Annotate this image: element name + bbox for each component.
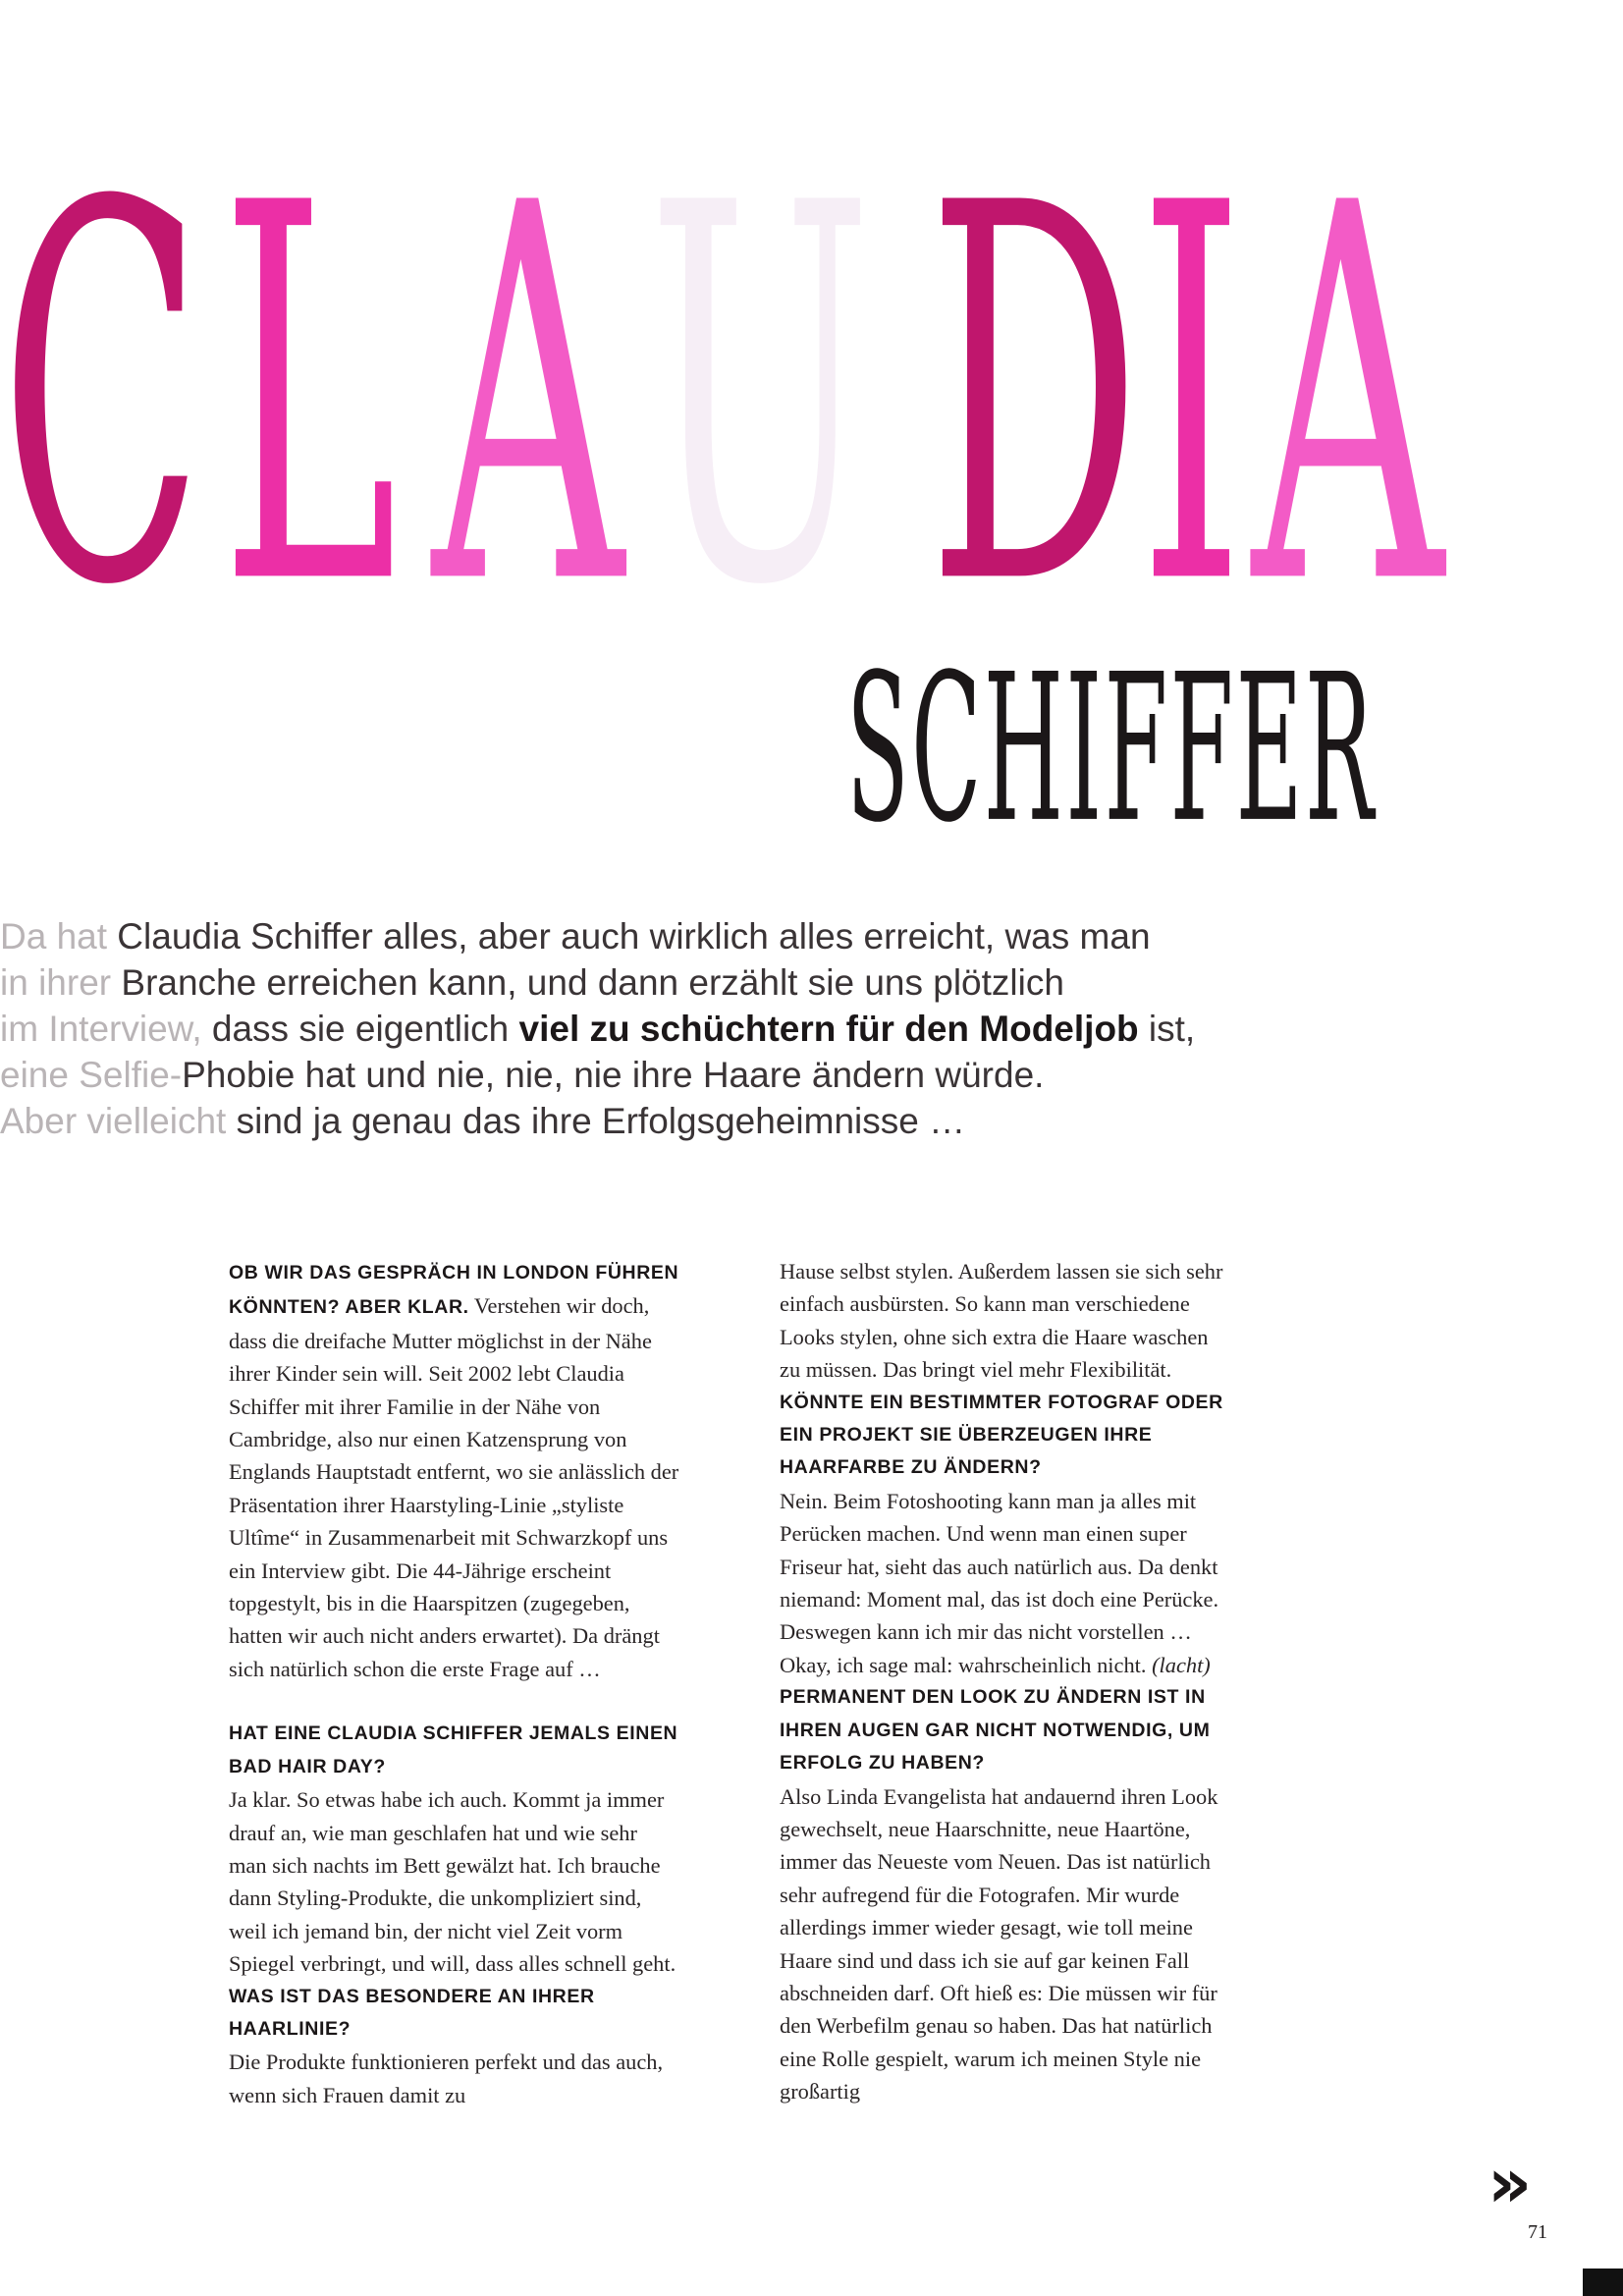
intro-text: ist,	[1138, 1009, 1196, 1049]
title-letter-i: I	[1139, 94, 1244, 699]
paragraph-gap	[229, 1685, 680, 1718]
title-letter-u: U	[648, 94, 873, 699]
intro-line	[0, 1052, 1276, 1098]
corner-marker	[1583, 2269, 1623, 2296]
intro-fade-text: Da hat	[0, 916, 108, 957]
article-paragraph	[229, 1255, 680, 1685]
answer-aside: (lacht)	[1152, 1652, 1211, 1677]
intro-paragraph	[0, 913, 1276, 1144]
continue-arrow-icon[interactable]: »	[1488, 2143, 1533, 2223]
intro-fade-text: Aber vielleicht	[0, 1101, 227, 1141]
intro-highlight: viel zu schüchtern für den Modeljob	[518, 1009, 1139, 1049]
page-number: 71	[1528, 2221, 1547, 2243]
interview-answer: Ja klar. So etwas habe ich auch. Kommt ja immer drauf an, wie man geschlafen hat und wie sehr man sich nachts im Bett gewälzt hat. Ich brauche dann Styling-Produkte, die unkompliziert sind, weil ich jemand bin, der nicht viel Zeit vorm Spiegel verbringt, und will, dass alles schnell geht.	[229, 1787, 676, 1977]
interview-question: OB WIR DAS GESPRÄCH IN LONDON FÜHREN KÖNNTEN? ABER KLAR.	[229, 1262, 679, 1319]
intro-text: Branche erreichen kann, und dann erzählt sie uns plötzlich	[111, 962, 1064, 1003]
intro-text: Phobie hat und nie, nie, nie ihre Haare ändern würde.	[182, 1055, 1045, 1095]
intro-text: Claudia Schiffer alles, aber auch wirklich alles erreicht, was man	[107, 916, 1151, 957]
intro-line	[0, 913, 1276, 959]
interview-answer: Die Produkte funktionieren perfekt und das auch, wenn sich Frauen damit zu	[229, 2050, 664, 2107]
intro-fade-text: im Interview,	[0, 1009, 202, 1049]
interview-answer	[780, 1485, 1231, 1681]
intro-text: dass sie eigentlich	[201, 1009, 519, 1049]
title-letter-d: D	[928, 94, 1141, 699]
intro-line	[0, 1098, 1276, 1144]
title-letter-c: C	[0, 94, 204, 699]
title-last-name: SCHIFFER	[846, 631, 1377, 868]
article-text: Verstehen wir doch, dass die dreifache Mutter möglichst in der Nähe ihrer Kinder sein will. Seit 2002 lebt Claudia Schiffer mit ihrer Familie in der Nähe von Cambridge, also nur einen Katzensprung von Englands Hauptstadt entfernt, wo sie anlässlich der Präsentation ihrer Haarstyling-Linie „styliste Ultîme“ in Zusammenarbeit mit Schwarzkopf uns ein Interview gibt. Die 44-Jährige erscheint topgestylt, bis in die Haarspitzen (zugegeben, hatten wir auch nicht anders erwartet). Da drängt sich natürlich schon die erste Frage auf …	[229, 1293, 679, 1681]
interview-question: KÖNNTE EIN BESTIMMTER FOTOGRAF ODER EIN PROJEKT SIE ÜBERZEUGEN IHRE HAARFARBE ZU ÄNDERN?	[780, 1391, 1223, 1479]
intro-fade-text: in ihrer	[0, 962, 112, 1003]
intro-line	[0, 959, 1276, 1006]
article-column-1	[229, 1255, 680, 2111]
title-letter-a-2: A	[1252, 94, 1444, 699]
intro-fade-text: eine Selfie-	[0, 1055, 183, 1095]
intro-text: sind ja genau das ihre Erfolgsgeheimnisse …	[226, 1101, 966, 1141]
title-first-name	[0, 94, 1532, 699]
answer-text: Nein. Beim Fotoshooting kann man ja alles mit Perücken machen. Und wenn man einen super Friseur hat, sieht das auch natürlich aus. Da denkt niemand: Moment mal, das ist doch eine Perücke. Deswegen kann ich mir das nicht vorstellen … Okay, ich sage mal: wahrscheinlich nicht.	[780, 1488, 1219, 1677]
interview-question: HAT EINE CLAUDIA SCHIFFER JEMALS EINEN BAD HAIR DAY?	[229, 1722, 678, 1777]
interview-answer: Also Linda Evangelista hat andauernd ihren Look gewechselt, neue Haarschnitte, neue Haartöne, immer das Neueste vom Neuen. Das ist natürlich sehr aufregend für die Fotografen. Mir wurde allerdings immer wieder gesagt, wie toll meine Haare sind und dass ich sie auf gar keinen Fall abschneiden darf. Oft hieß es: Die müssen wir für den Werbefilm genau so haben. Das hat natürlich eine Rolle gespielt, warum ich meinen Style nie großartig	[780, 1783, 1218, 2105]
title-letter-a: A	[432, 94, 624, 699]
article-column-2	[780, 1255, 1231, 2108]
title-letter-l: L	[221, 94, 398, 699]
interview-question: PERMANENT DEN LOOK ZU ÄNDERN IST IN IHREN AUGEN GAR NICHT NOTWENDIG, UM ERFOLG ZU HABEN?	[780, 1686, 1211, 1775]
interview-answer: Hause selbst stylen. Außerdem lassen sie sich sehr einfach ausbürsten. So kann man verschiedene Looks stylen, ohne sich extra die Haare waschen zu müssen. Das bringt viel mehr Flexibilität.	[780, 1259, 1223, 1383]
interview-question: WAS IST DAS BESONDERE AN IHRER HAARLINIE?	[229, 1985, 595, 2040]
intro-line	[0, 1006, 1276, 1052]
